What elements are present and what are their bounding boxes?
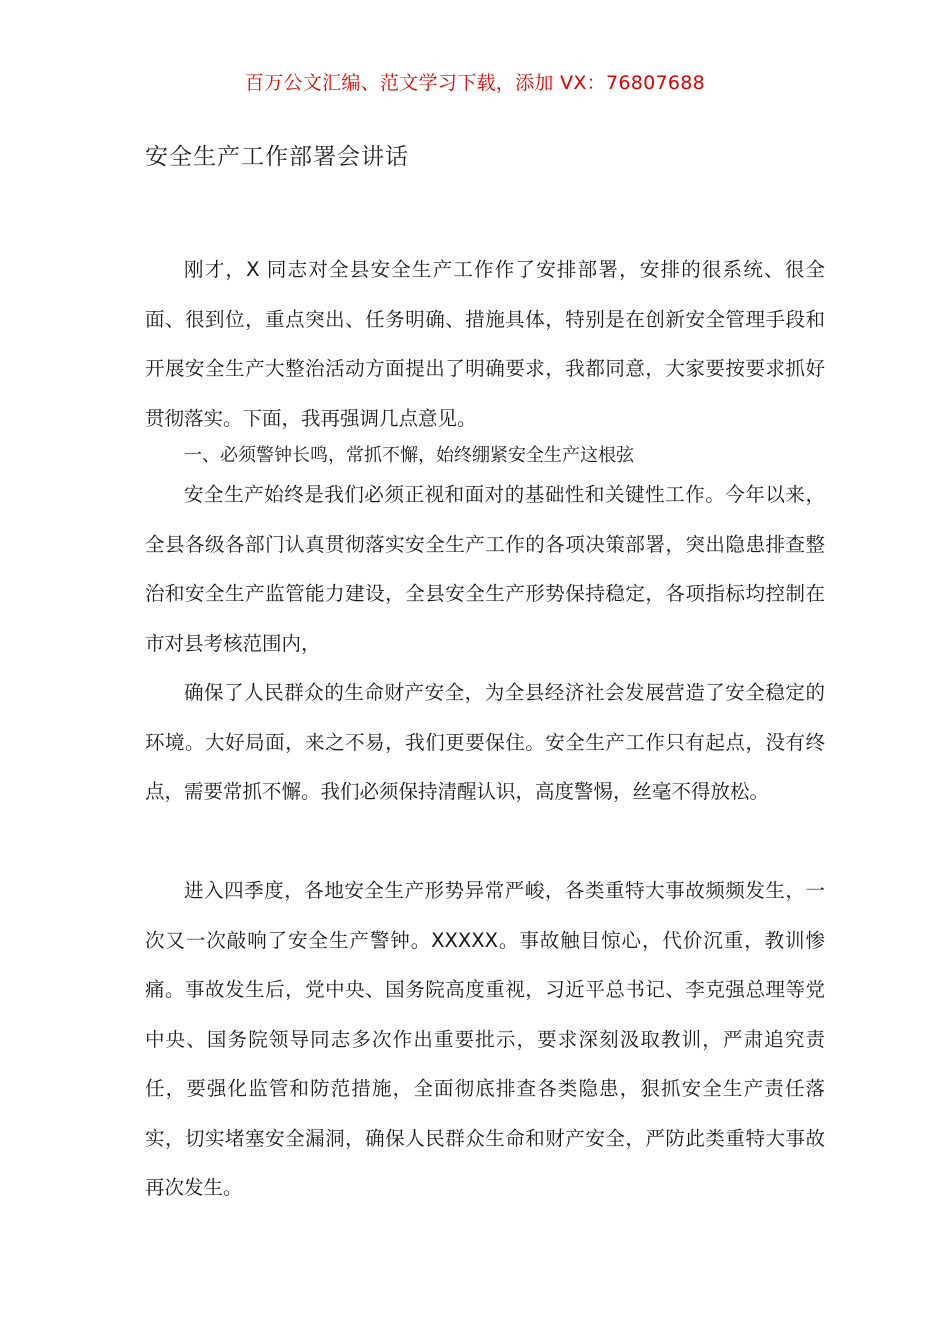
paragraph-3: 确保了人民群众的生命财产安全，为全县经济社会发展营造了安全稳定的环境。大好局面，来之不易，我们更要保住。安全生产工作只有起点，没有终点，需要常抓不懈。我们必须保持清醒认识，高度警惕，丝毫不得放松。: [145, 681, 825, 803]
paragraph-4: 进入四季度，各地安全生产形势异常严峻，各类重特大事故频频发生，一次又一次敲响了安全生产警钟。XXXXX。事故触目惊心，代价沉重，教训惨痛。事故发生后，党中央、国务院高度重视，习近平总书记、李克强总理等党中央、国务院领导同志多次作出重要批示，要求深刻汲取教训，严肃追究责任，要强化监管和防范措施，全面彻底排查各类隐患，狠抓安全生产责任落实，切实堵塞安全漏洞，确保人民群众生命和财产安全，严防此类重特大事故再次发生。: [145, 879, 825, 1199]
header-banner: 百万公文汇编、范文学习下载，添加 VX：76807688: [244, 72, 706, 94]
paragraph-2: 安全生产始终是我们必须正视和面对的基础性和关键性工作。今年以来，全县各级各部门认真贯彻落实安全生产工作的各项决策部署，突出隐患排查整治和安全生产监管能力建设，全县安全生产形势保持稳定，各项指标均控制在市对县考核范围内，: [145, 483, 825, 655]
paragraph-intro: 刚才，X 同志对全县安全生产工作作了安排部署，安排的很系统、很全面、很到位，重点突出、任务明确、措施具体，特别是在创新安全管理手段和开展安全生产大整治活动方面提出了明确要求，我都同意，大家要按要求抓好贯彻落实。下面，我再强调几点意见。: [145, 258, 825, 430]
section-heading-1: 一、必须警钟长鸣，常抓不懈，始终绷紧安全生产这根弦: [184, 445, 634, 466]
document-title: 安全生产工作部署会讲话: [145, 144, 409, 170]
